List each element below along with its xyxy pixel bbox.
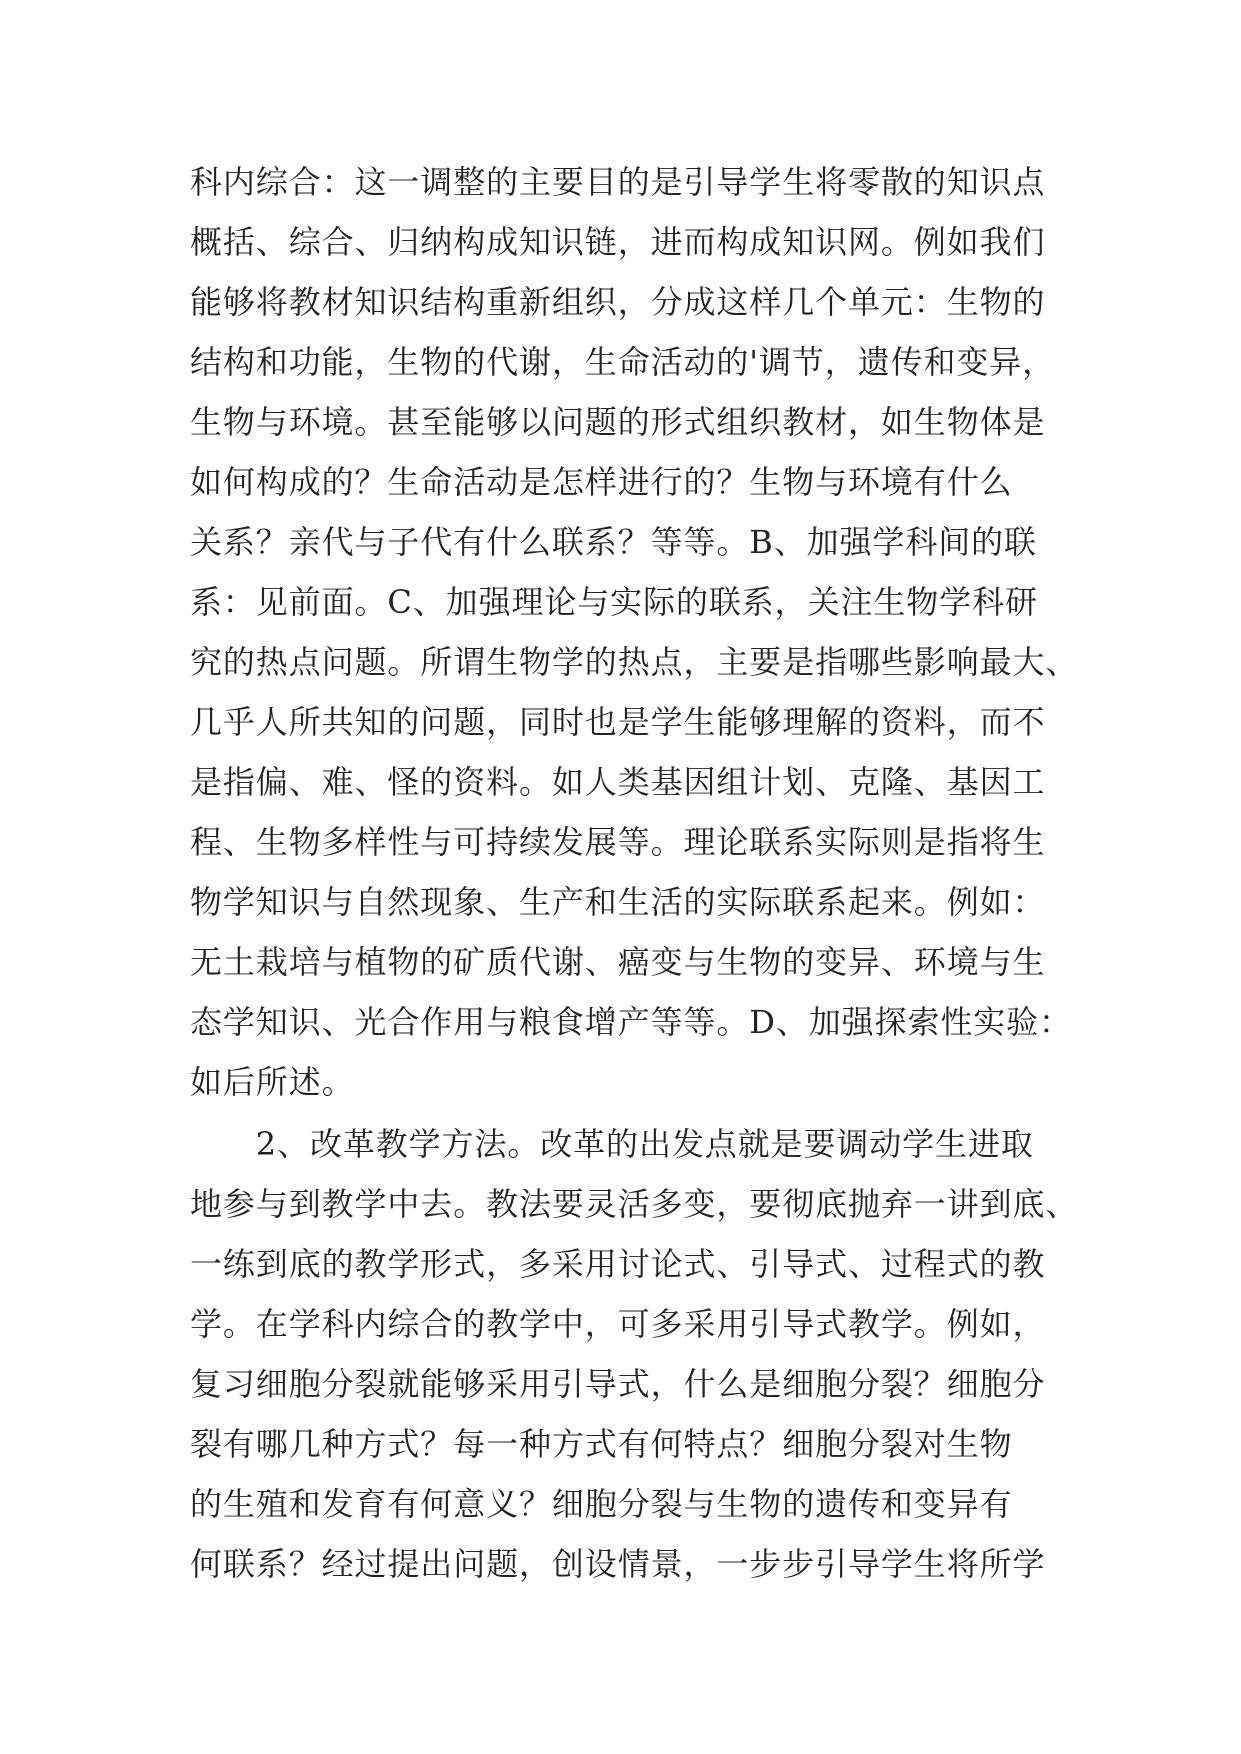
text-line: 几乎人所共知的问题，同时也是学生能够理解的资料，而不 xyxy=(190,703,1046,741)
text-line: 结构和功能，生物的代谢，生命活动的'调节，遗传和变异， xyxy=(190,343,1056,381)
text-line: 2、改革教学方法。改革的出发点就是要调动学生进取 xyxy=(190,1125,1034,1163)
text-line: 程、生物多样性与可持续发展等。理论联系实际则是指将生 xyxy=(190,823,1046,861)
text-line: 科内综合：这一调整的主要目的是引导学生将零散的知识点 xyxy=(190,163,1046,201)
text-line: 是指偏、难、怪的资料。如人类基因组计划、克隆、基因工 xyxy=(190,763,1046,801)
text-line: 如何构成的？生命活动是怎样进行的？生物与环境有什么 xyxy=(190,463,1013,501)
text-line: 能够将教材知识结构重新组织，分成这样几个单元：生物的 xyxy=(190,283,1046,321)
text-line: 生物与环境。甚至能够以问题的形式组织教材，如生物体是 xyxy=(190,403,1046,441)
text-line: 地参与到教学中去。教法要灵活多变，要彻底抛弃一讲到底、 xyxy=(190,1185,1079,1223)
text-line: 究的热点问题。所谓生物学的热点，主要是指哪些影响最大、 xyxy=(190,643,1079,681)
text-line: 概括、综合、归纳构成知识链，进而构成知识网。例如我们 xyxy=(190,223,1046,261)
paragraph-2 xyxy=(190,1114,1079,1594)
body-text xyxy=(190,152,1079,1594)
text-line: 系：见前面。C、加强理论与实际的联系，关注生物学科研 xyxy=(190,583,1038,621)
text-line: 一练到底的教学形式，多采用讨论式、引导式、过程式的教 xyxy=(190,1245,1046,1283)
paragraph-1 xyxy=(190,152,1079,1112)
text-line: 无土栽培与植物的矿质代谢、癌变与生物的变异、环境与生 xyxy=(190,943,1046,981)
text-line: 如后所述。 xyxy=(190,1063,355,1101)
text-line: 复习细胞分裂就能够采用引导式，什么是细胞分裂？细胞分 xyxy=(190,1365,1046,1403)
text-line: 关系？亲代与子代有什么联系？等等。B、加强学科间的联 xyxy=(190,523,1037,561)
text-line: 何联系？经过提出问题，创设情景，一步步引导学生将所学 xyxy=(190,1545,1046,1583)
text-line: 的生殖和发育有何意义？细胞分裂与生物的遗传和变异有 xyxy=(190,1485,1013,1523)
text-line: 裂有哪几种方式？每一种方式有何特点？细胞分裂对生物 xyxy=(190,1425,1013,1463)
text-line: 学。在学科内综合的教学中，可多采用引导式教学。例如， xyxy=(190,1305,1046,1343)
text-line: 态学知识、光合作用与粮食增产等等。D、加强探索性实验： xyxy=(190,1003,1072,1041)
text-line: 物学知识与自然现象、生产和生活的实际联系起来。例如： xyxy=(190,883,1046,921)
